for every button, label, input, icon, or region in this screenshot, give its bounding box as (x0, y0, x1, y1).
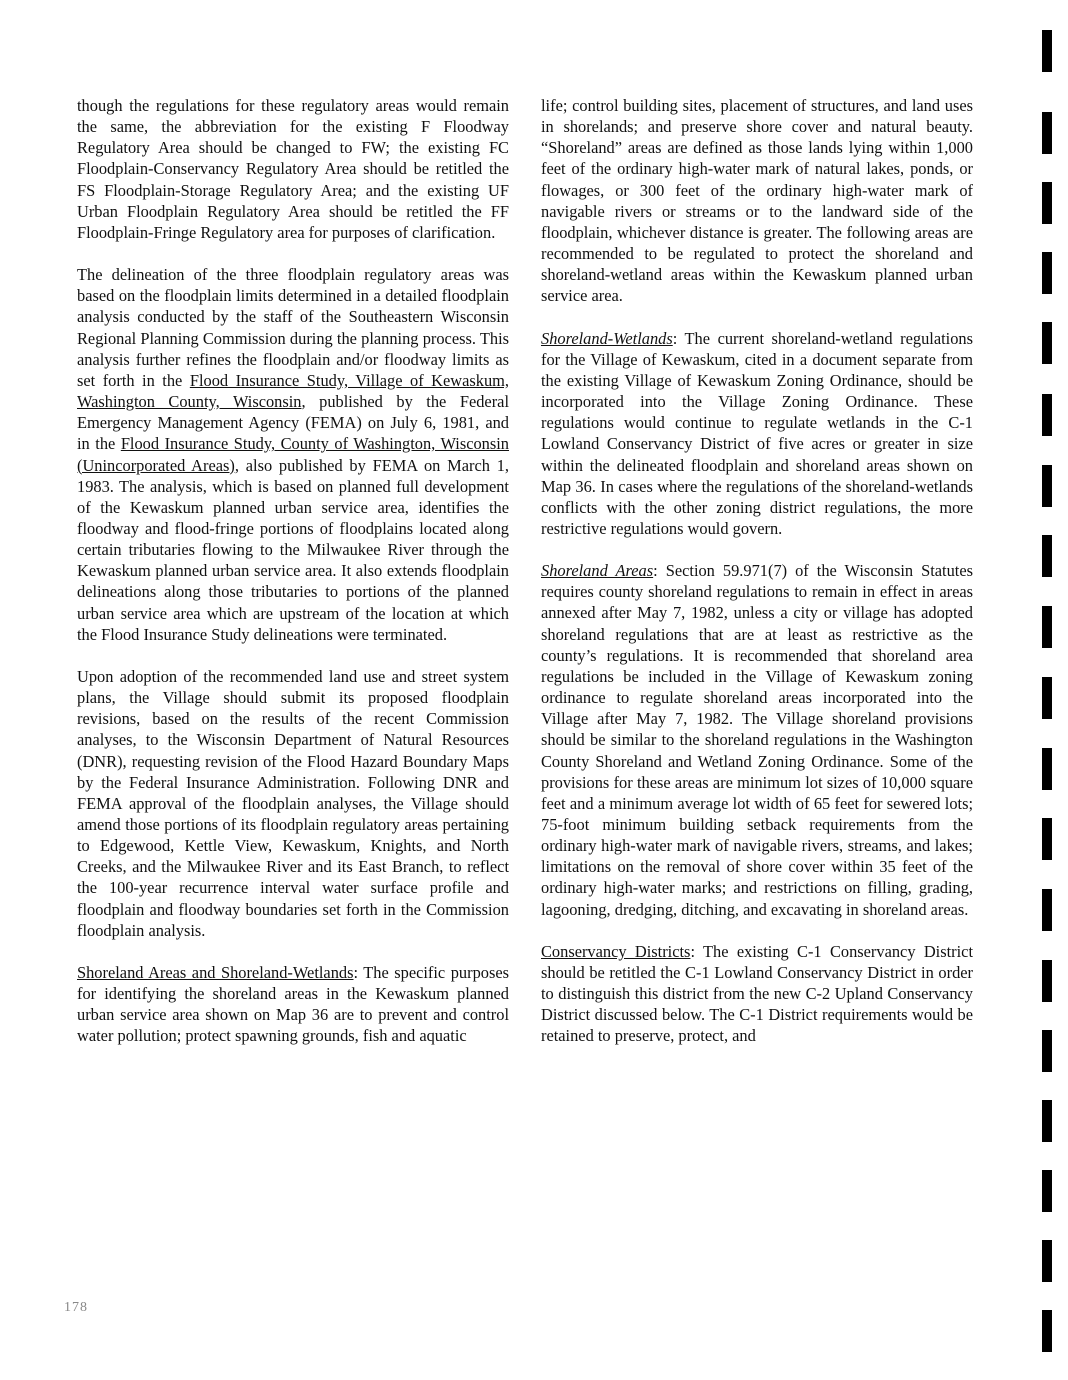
scan-mark (1042, 1100, 1052, 1142)
scan-mark (1042, 30, 1052, 72)
paragraph-shoreland-areas-and-wetlands (77, 962, 509, 1047)
scan-mark (1042, 677, 1052, 719)
paragraph-text: : The current shoreland-wetland regulations for the Village of Kewaskum, cited in a document separate from the existing Village of Kewaskum Zoning Ordinance, should be incorporated into the Village Zoning Ordinance. These regulations would continue to regulate wetlands in the C-1 Lowland Conservancy District of five acres or greater in size within the delineated floodplain and shoreland areas shown on Map 36. In cases where the regulations of the shoreland-wetlands conflicts with the other zoning district regulations, the more restrictive regulations would govern. (541, 328, 973, 538)
paragraph-conservancy-districts (541, 941, 973, 1047)
flood-insurance-study-county-reference: Flood Insurance Study, County of Washington, Wisconsin (Unincorporated Areas) (77, 434, 510, 475)
scan-mark (1042, 818, 1052, 860)
paragraph-shoreland-wetlands (541, 328, 973, 540)
section-heading-shoreland-wetlands: Shoreland-Wetlands (541, 328, 673, 348)
paragraph-text: Upon adoption of the recommended land use and street system plans, the Village should submit its proposed floodplain revisions, based on the results of the recent Commission analyses, to the Wisconsin Department of Natural Resources (DNR), requesting revision of the Flood Hazard Boundary Maps by the Federal Insurance Administration. Following DNR and FEMA approval of the floodplain analyses, the Village should amend those portions of its floodplain regulatory areas pertaining to Edgewood, Kettle View, Kewaskum, Knights, and North Creeks, and the Milwaukee River and its East Branch, to reflect the 100-year recurrence interval water surface profile and floodplain and floodway boundaries set forth in the Commission floodplain analysis. (77, 666, 509, 940)
section-heading-shoreland-areas: Shoreland Areas (541, 561, 654, 581)
scan-mark (1042, 322, 1052, 364)
paragraph-text: : Section 59.971(7) of the Wisconsin Statutes requires county shoreland regulations to remain in effect in areas annexed after May 7, 1982, unless a city or village has adopted shoreland regulations that are at least as restrictive as the county’s regulations. It is recommended that shoreland area regulations be included in the Village of Kewaskum zoning ordinance to regulate shoreland areas incorporated into the Village after May 7, 1982. The Village shoreland provisions should be similar to the shoreland regulations in the Washington County Shoreland and Wetland Zoning Ordinance. Some of the provisions for these areas are minimum lot sizes of 10,000 square feet and a minimum average lot width of 65 feet for sewered lots; 75-foot minimum building setback requirements from the ordinary high-water mark of navigable rivers, streams, and lakes; limitations on the removal of shore cover within 35 feet of the ordinary high-water marks; and restrictions on filling, grading, lagooning, dredging, ditching, and excavating in shoreland areas. (541, 561, 974, 919)
paragraph-text: , also published by FEMA on March 1, 1983. The analysis, which is based on planned full development of the Kewaskum planned urban service area, identifies the floodway and flood-fringe portions of floodplains located along certain tributaries flowing to the Milwaukee River through the Kewaskum planned urban service area. It also extends floodplain delineations along those tributaries to portions of the planned urban service area which are upstream of the location at which the Flood Insurance Study delineations were terminated. (77, 455, 509, 644)
paragraph-text: life; control building sites, placement of structures, and land uses in shorelands; and preserve shore cover and natural beauty. “Shoreland” areas are defined as those lands lying within 1,000 feet of the ordinary high-water mark of natural lakes, ponds, or flowages, or 300 feet of the ordinary high-water mark of navigable rivers or streams or to the landward side of the floodplain, whichever distance is greater. The following areas are recommended to be regulated to protect the shoreland and shoreland-wetland areas within the Kewaskum planned urban service area. (541, 96, 973, 306)
left-column (77, 95, 509, 1068)
page-number: 178 (64, 1300, 88, 1315)
flood-insurance-study-village-reference: Flood Insurance Study, Village of Kewaskum, Washington County, Wisconsin (77, 370, 510, 412)
scan-mark (1042, 1240, 1052, 1282)
scan-mark (1042, 889, 1052, 931)
paragraph-floodplain-delineation (77, 264, 509, 645)
scan-mark (1042, 1310, 1052, 1352)
paragraph-shoreland-purposes (541, 95, 973, 307)
scan-mark (1042, 1030, 1052, 1072)
paragraph-text: : The specific purposes for identifying the shoreland areas in the Kewaskum planned urban service area shown on Map 36 are to prevent and control water pollution; protect spawning grounds, fish and aquatic (77, 962, 509, 1046)
scan-mark (1042, 465, 1052, 507)
paragraph-text: though the regulations for these regulatory areas would remain the same, the abbreviation for the existing F Floodway Regulatory Area should be changed to FW; the existing FC Floodplain-Conservancy Regulatory Area should be retitled the FS Floodplain-Storage Regulatory Area; and the existing UF Urban Floodplain Regulatory Area should be retitled the FF Floodplain-Fringe Regulatory area for purposes of clarification. (77, 96, 509, 242)
paragraph-text: : The existing C-1 Conservancy District should be retitled the C-1 Lowland Conservancy District in order to distinguish this district from the new C-2 Upland Conservancy District discussed below. The C-1 District requirements would be retained to preserve, protect, and (541, 941, 973, 1046)
scan-mark (1042, 1170, 1052, 1212)
right-column (541, 95, 973, 1068)
scan-mark (1042, 182, 1052, 224)
scan-mark (1042, 252, 1052, 294)
paragraph-regulatory-area-names (77, 95, 509, 243)
scan-mark (1042, 748, 1052, 790)
section-heading-conservancy-districts: Conservancy Districts (541, 941, 691, 961)
paragraph-text: , published by the Federal Emergency Management Agency (FEMA) on July 6, 1981, and in the (77, 392, 509, 454)
paragraph-text: The delineation of the three floodplain regulatory areas was based on the floodplain limits determined in a detailed floodplain analysis conducted by the staff of the Southeastern Wisconsin Regional Planning Commission during the planning process. This analysis further refines the floodplain and/or floodway limits as set forth in the (77, 265, 509, 390)
scan-mark (1042, 606, 1052, 648)
paragraph-floodplain-revisions (77, 666, 509, 941)
scan-mark (1042, 112, 1052, 154)
section-heading-shoreland-areas-and-wetlands: Shoreland Areas and Shoreland-Wetlands (77, 962, 354, 982)
scan-mark (1042, 960, 1052, 1002)
paragraph-shoreland-areas (541, 560, 973, 920)
scan-mark (1042, 394, 1052, 436)
scan-mark (1042, 535, 1052, 577)
